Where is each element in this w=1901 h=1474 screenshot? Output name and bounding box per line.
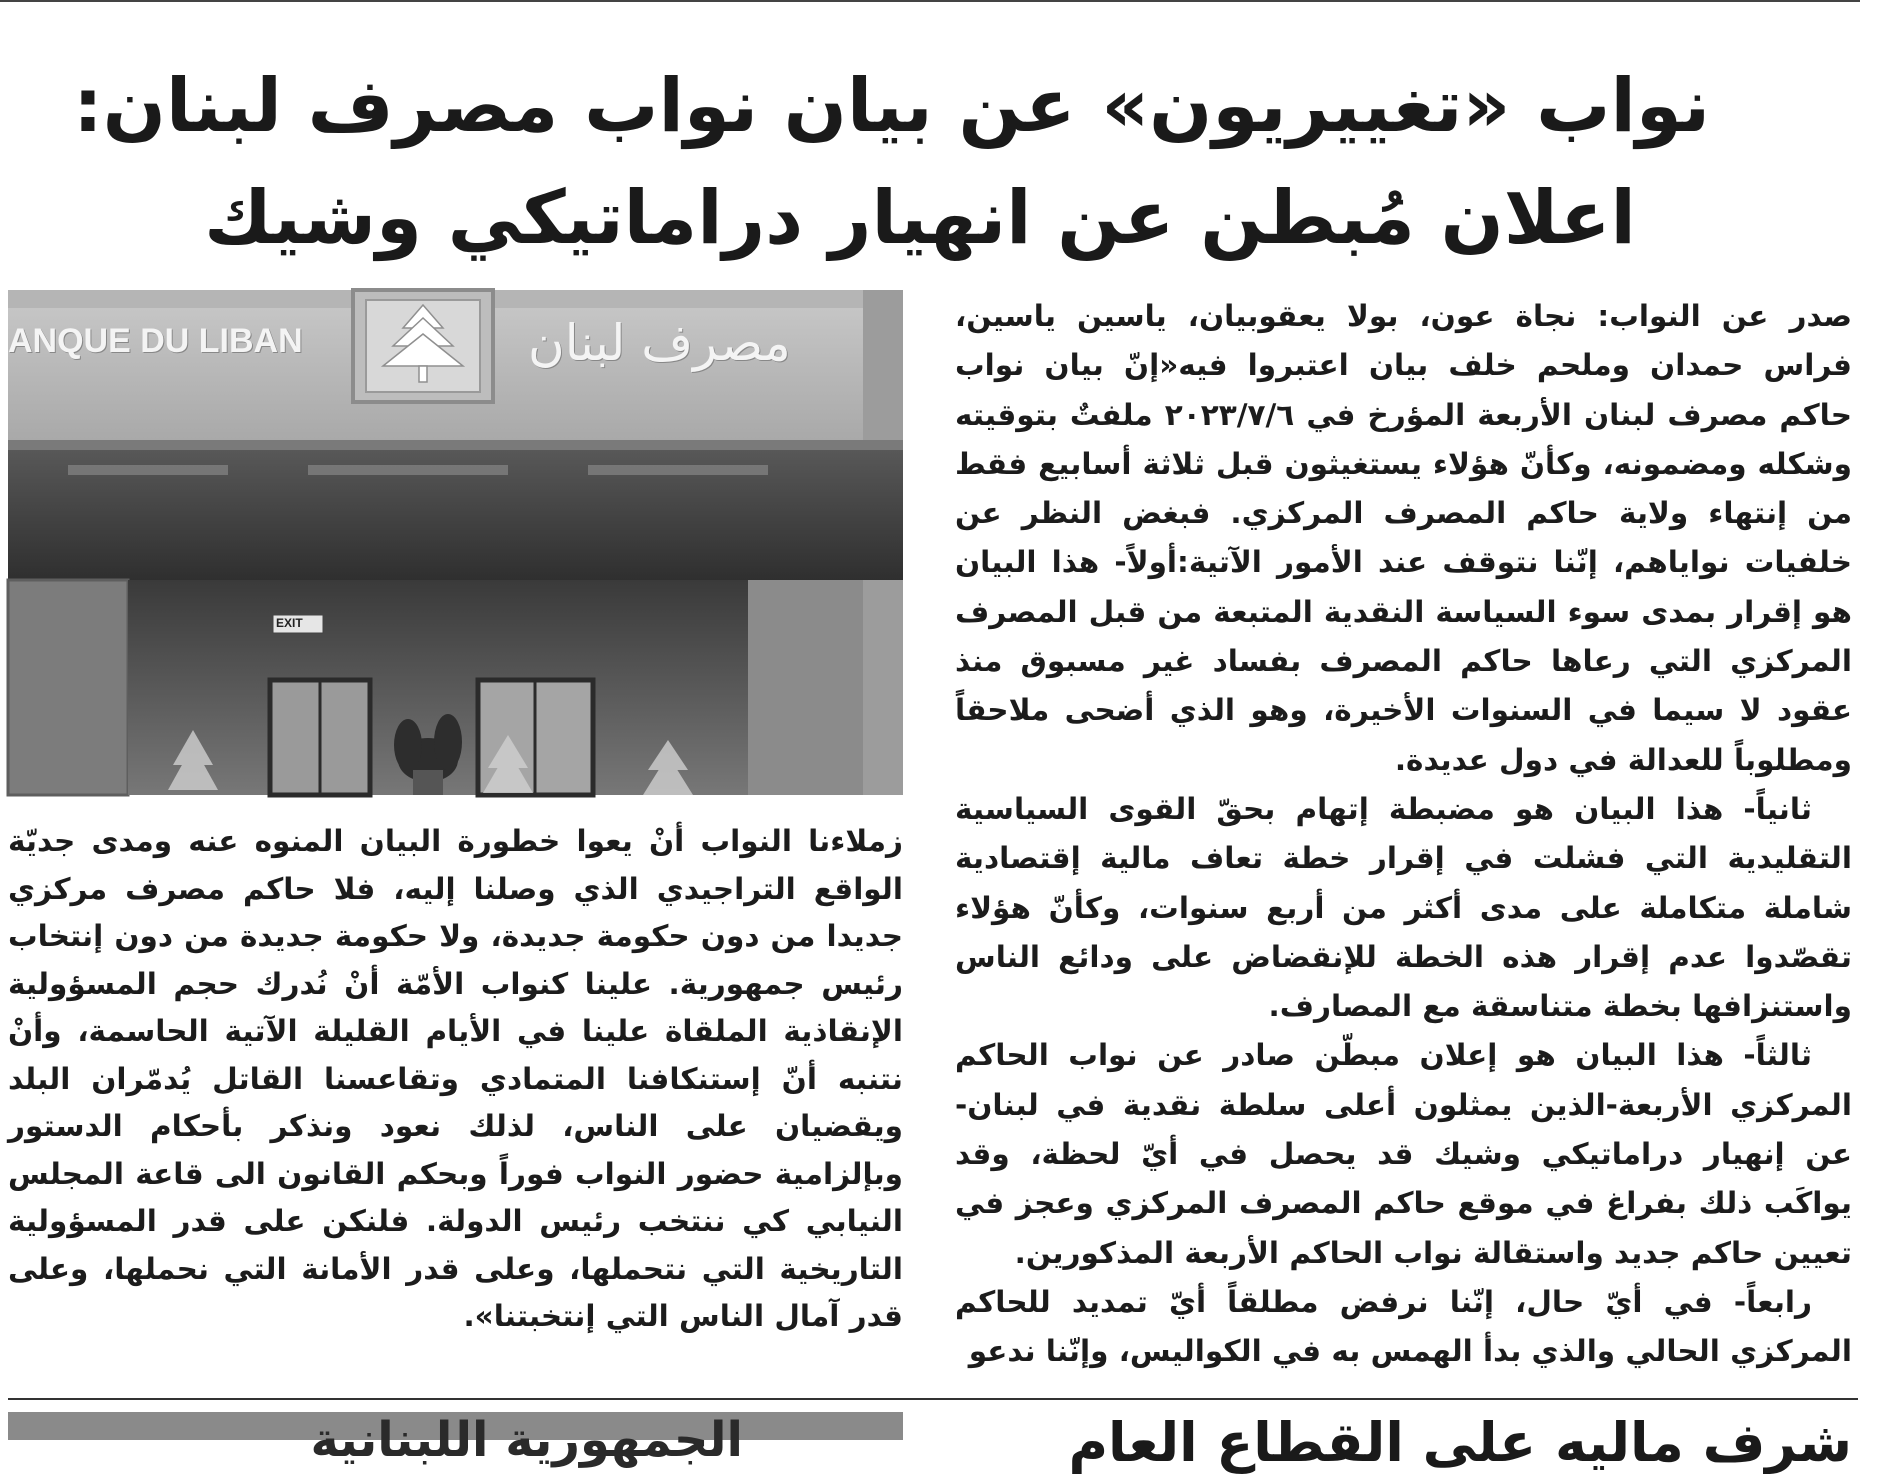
headline	[73, 50, 1710, 274]
headline-line-1: نواب «تغييريون» عن بيان نواب مصرف لبنان:	[73, 63, 1710, 149]
headline-line-2: اعلان مُبطن عن انهيار دراماتيكي وشيك	[204, 175, 1636, 261]
article-right-paragraph-2: ثانياً- هذا البيان هو مضبطة إتهام بحقّ القوى السياسية التقليدية التي فشلت في إقرار خطة تعاف مالية إقتصادية شاملة متكاملة على مدى أكثر من أربع سنوات، وكأنّ هؤلاء تقصّدوا عدم إقرار هذه الخطة للإنقضاض على ودائع الناس واستنزافها بخطة متناسقة مع المصارف.	[955, 791, 1852, 1024]
article-right-paragraph-4: رابعاً- في أيّ حال، إنّنا نرفض مطلقاً أيّ تمديد للحاكم المركزي الحالي والذي بدأ الهمس به في الكواليس، وإنّنا ندعو	[955, 1284, 1852, 1369]
article-left-column	[8, 818, 903, 1384]
teaser-photo-text: الجمهورية اللبنانية	[310, 1412, 743, 1468]
bottom-rule	[8, 1398, 1858, 1400]
sign-arabic: مصرف لبنان	[528, 314, 791, 372]
teaser-headline: شرف ماليه على القطاع العام	[1068, 1411, 1852, 1474]
photo-banque-du-liban	[8, 290, 903, 795]
teaser-photo	[8, 1412, 903, 1468]
sign-latin: ANQUE DU LIBAN	[8, 322, 303, 360]
article-left-paragraph-1: زملاءنا النواب أنْ يعوا خطورة البيان المنوه عنه ومدى جديّة الواقع التراجيدي الذي وصلنا إليه، فلا حاكم مصرف مركزي جديدا من دون حكومة جديدة، ولا حكومة جديدة من دون إنتخاب رئيس جمهورية. علينا كنواب الأمّة أنْ نُدرك حجم المسؤولية الإنقاذية الملقاة علينا في الأيام القليلة الآتية الحاسمة، وأنْ نتنبه أنّ إستنكافنا المتمادي وتقاعسنا القاتل يُدمّران البلد ويقضيان على الناس، لذلك نعود ونذكر بأحكام الدستور وبإلزامية حضور النواب فوراً وبحكم القانون الى قاعة المجلس النيابي كي ننتخب رئيس الدولة. فلنكن على قدر المسؤولية التاريخية التي نتحملها، وعلى قدر الأمانة التي نحملها، وعلى قدر آمال الناس التي إنتخبتنا».	[8, 824, 903, 1333]
article-right-column	[955, 292, 1852, 1382]
article-right-paragraph-3: ثالثاً- هذا البيان هو إعلان مبطّن صادر عن نواب الحاكم المركزي الأربعة-الذين يمثلون أعلى سلطة نقدية في لبنان- عن إنهيار دراماتيكي وشيك قد يحصل في أيّ لحظة، وقد يواكَب ذلك بفراغ في موقع حاكم المصرف المركزي وعجز في تعيين حاكم جديد واستقالة نواب الحاكم الأربعة المذكورين.	[955, 1038, 1852, 1270]
exit-sign: EXIT	[276, 616, 303, 630]
top-rule	[0, 0, 1860, 2]
article-right-paragraph-1: صدر عن النواب: نجاة عون، بولا يعقوبيان، ياسين ياسين، فراس حمدان وملحم خلف بيان اعتبروا فيه«إنّ بيان نواب حاكم مصرف لبنان الأربعة المؤرخ في ٢٠٢٣/٧/٦ ملفتٌ بتوقيته وشكله ومضمونه، وكأنّ هؤلاء يستغيثون قبل ثلاثة أسابيع فقط من إنتهاء ولاية حاكم المصرف المركزي. فبغض النظر عن خلفيات نواياهم، إنّنا نتوقف عند الأمور الآتية:أولاً- هذا البيان هو إقرار بمدى سوء السياسة النقدية المتبعة من قبل المصرف المركزي التي رعاها حاكم المصرف بفساد غير مسبوق منذ عقود لا سيما في السنوات الأخيرة، وهو الذي أضحى ملاحقاً ومطلوباً للعدالة في دول عديدة.	[955, 299, 1852, 777]
